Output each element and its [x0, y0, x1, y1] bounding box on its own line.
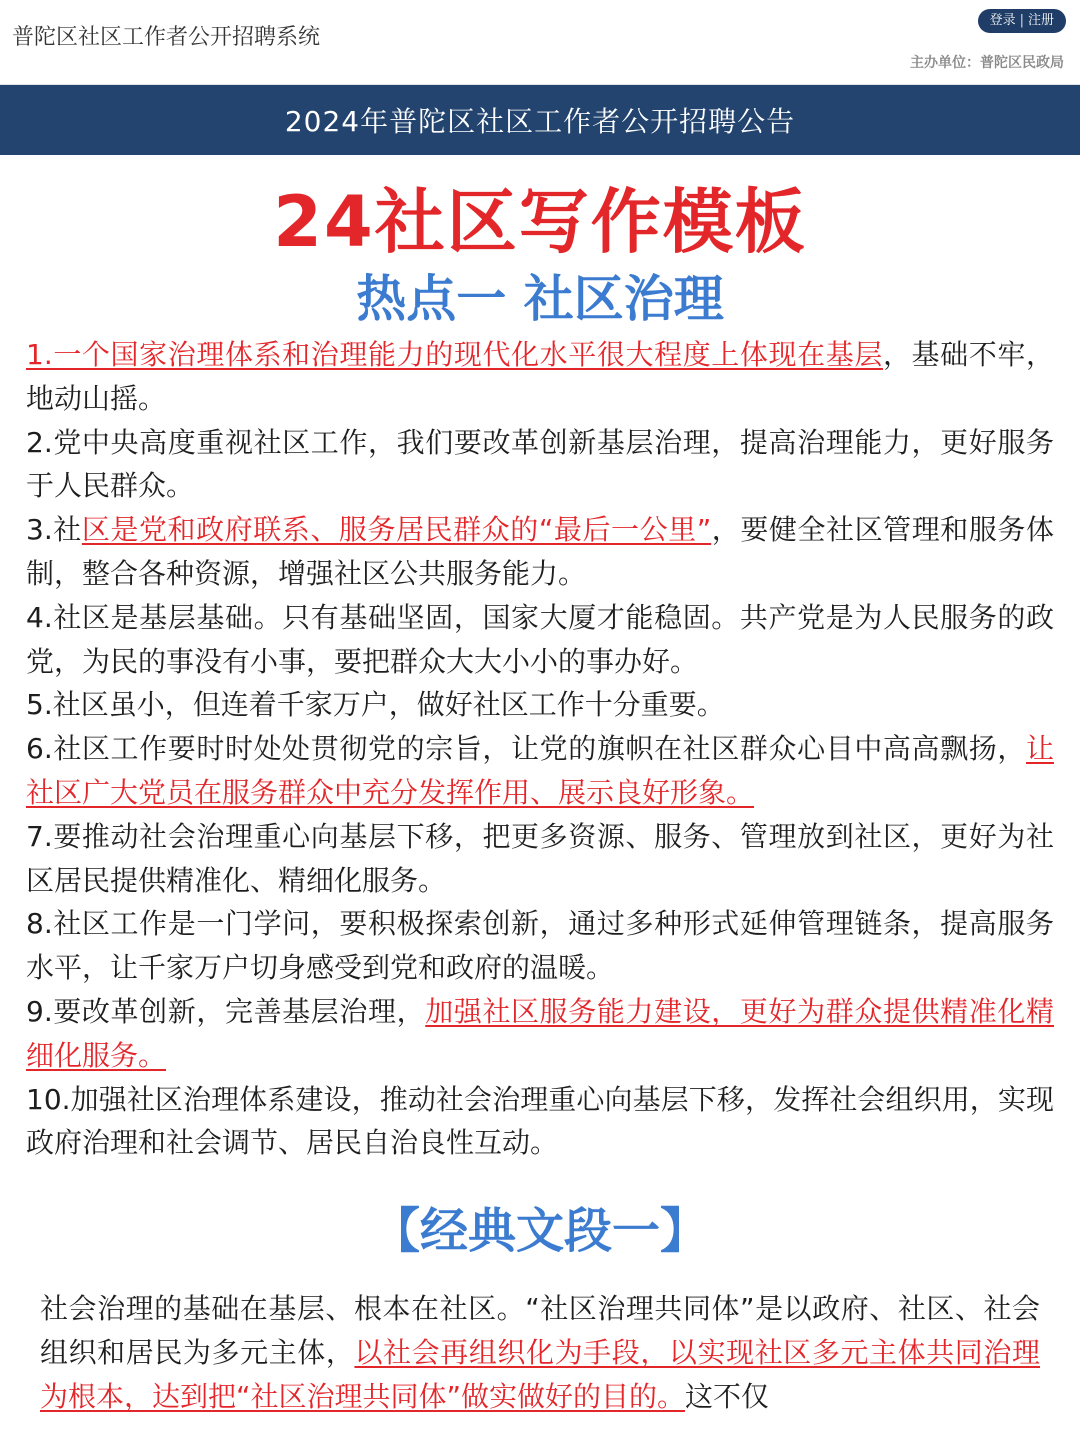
list-item: [26, 815, 1054, 903]
item-text: 9.要改革创新，完善基层治理，: [26, 994, 426, 1028]
list-item: [26, 683, 1054, 727]
host-organization: 主办单位：普陀区民政局: [910, 55, 1064, 71]
list-item: [26, 596, 1054, 684]
separator: |: [1019, 13, 1024, 28]
item-list: [26, 333, 1054, 1165]
system-title: 普陀区社区工作者公开招聘系统: [12, 25, 321, 50]
paragraph-text: 这不仅: [685, 1380, 770, 1414]
highlighted-text: 1.一个国家治理体系和治理能力的现代化水平很大程度上体现在基层: [26, 338, 883, 371]
item-text: ，基础不牢，地动山摇。: [26, 338, 1054, 415]
login-link[interactable]: 登录: [989, 13, 1016, 28]
list-item: [26, 727, 1054, 815]
top-bar: [0, 0, 1080, 85]
list-item: [26, 1078, 1054, 1166]
item-text: 8.社区工作是一门学问，要积极探索创新，通过多种形式延伸管理链条，提高服务水平，让千家万户切身感受到党和政府的温暖。: [26, 907, 1054, 985]
item-text: 7.要推动社会治理重心向基层下移，把更多资源、服务、管理放到社区，更好为社区居民提供精准化、精细化服务。: [26, 819, 1054, 897]
main-content: [0, 177, 1080, 1419]
classic-paragraph: [26, 1287, 1054, 1419]
register-link[interactable]: 注册: [1027, 13, 1054, 28]
banner-title: 2024年普陀区社区工作者公开招聘公告: [284, 105, 796, 138]
item-text: 3.社: [26, 513, 82, 547]
page-title: 24社区写作模板: [273, 181, 807, 263]
announcement-banner: [0, 85, 1080, 155]
paragraph-text: 社会治理的基础在基层、根本在社区。“社区治理共同体”是以政府、社区、社会组织和居民为多元主体，: [40, 1292, 1040, 1370]
item-text: 6.社区工作要时时处处贯彻党的宗旨，让党的旗帜在社区群众心目中高高飘扬，: [26, 732, 1026, 766]
item-text: ，要健全社区管理和服务体制，整合各种资源，增强社区公共服务能力。: [26, 513, 1054, 590]
login-register-button[interactable]: [978, 9, 1066, 33]
list-item: [26, 421, 1054, 509]
item-text: 10.加强社区治理体系建设，推动社会治理重心向基层下移，发挥社会组织用，实现政府治理和社会调节、居民自治良性互动。: [26, 1082, 1054, 1160]
item-text: 4.社区是基层基础。只有基础坚固，国家大厦才能稳固。共产党是为人民服务的政党，为民的事没有小事，要把群众大大小小的事办好。: [26, 600, 1054, 678]
section-title: 【经典文段一】: [371, 1203, 708, 1260]
list-item: [26, 902, 1054, 990]
highlighted-text: 区是党和政府联系、服务居民群众的“最后一公里”: [81, 513, 712, 547]
item-text: 5.社区虽小，但连着千家万户，做好社区工作十分重要。: [26, 688, 725, 722]
highlighted-text: 以社会再组织化为手段，以实现社区多元主体共同治理为根本，达到把“社区治理共同体”做实做好的目的。: [40, 1336, 1040, 1414]
list-item: [26, 508, 1054, 596]
highlighted-text: 让社区广大党员在服务群众中充分发挥作用、展示良好形象。: [26, 732, 1054, 809]
item-text: 2.党中央高度重视社区工作，我们要改革创新基层治理，提高治理能力，更好服务于人民群众。: [26, 425, 1054, 503]
list-item: [26, 990, 1054, 1078]
hot-topic-title: 热点一 社区治理: [356, 270, 724, 328]
highlighted-text: 加强社区服务能力建设，更好为群众提供精准化精细化服务。: [26, 994, 1054, 1072]
list-item: [26, 333, 1054, 421]
